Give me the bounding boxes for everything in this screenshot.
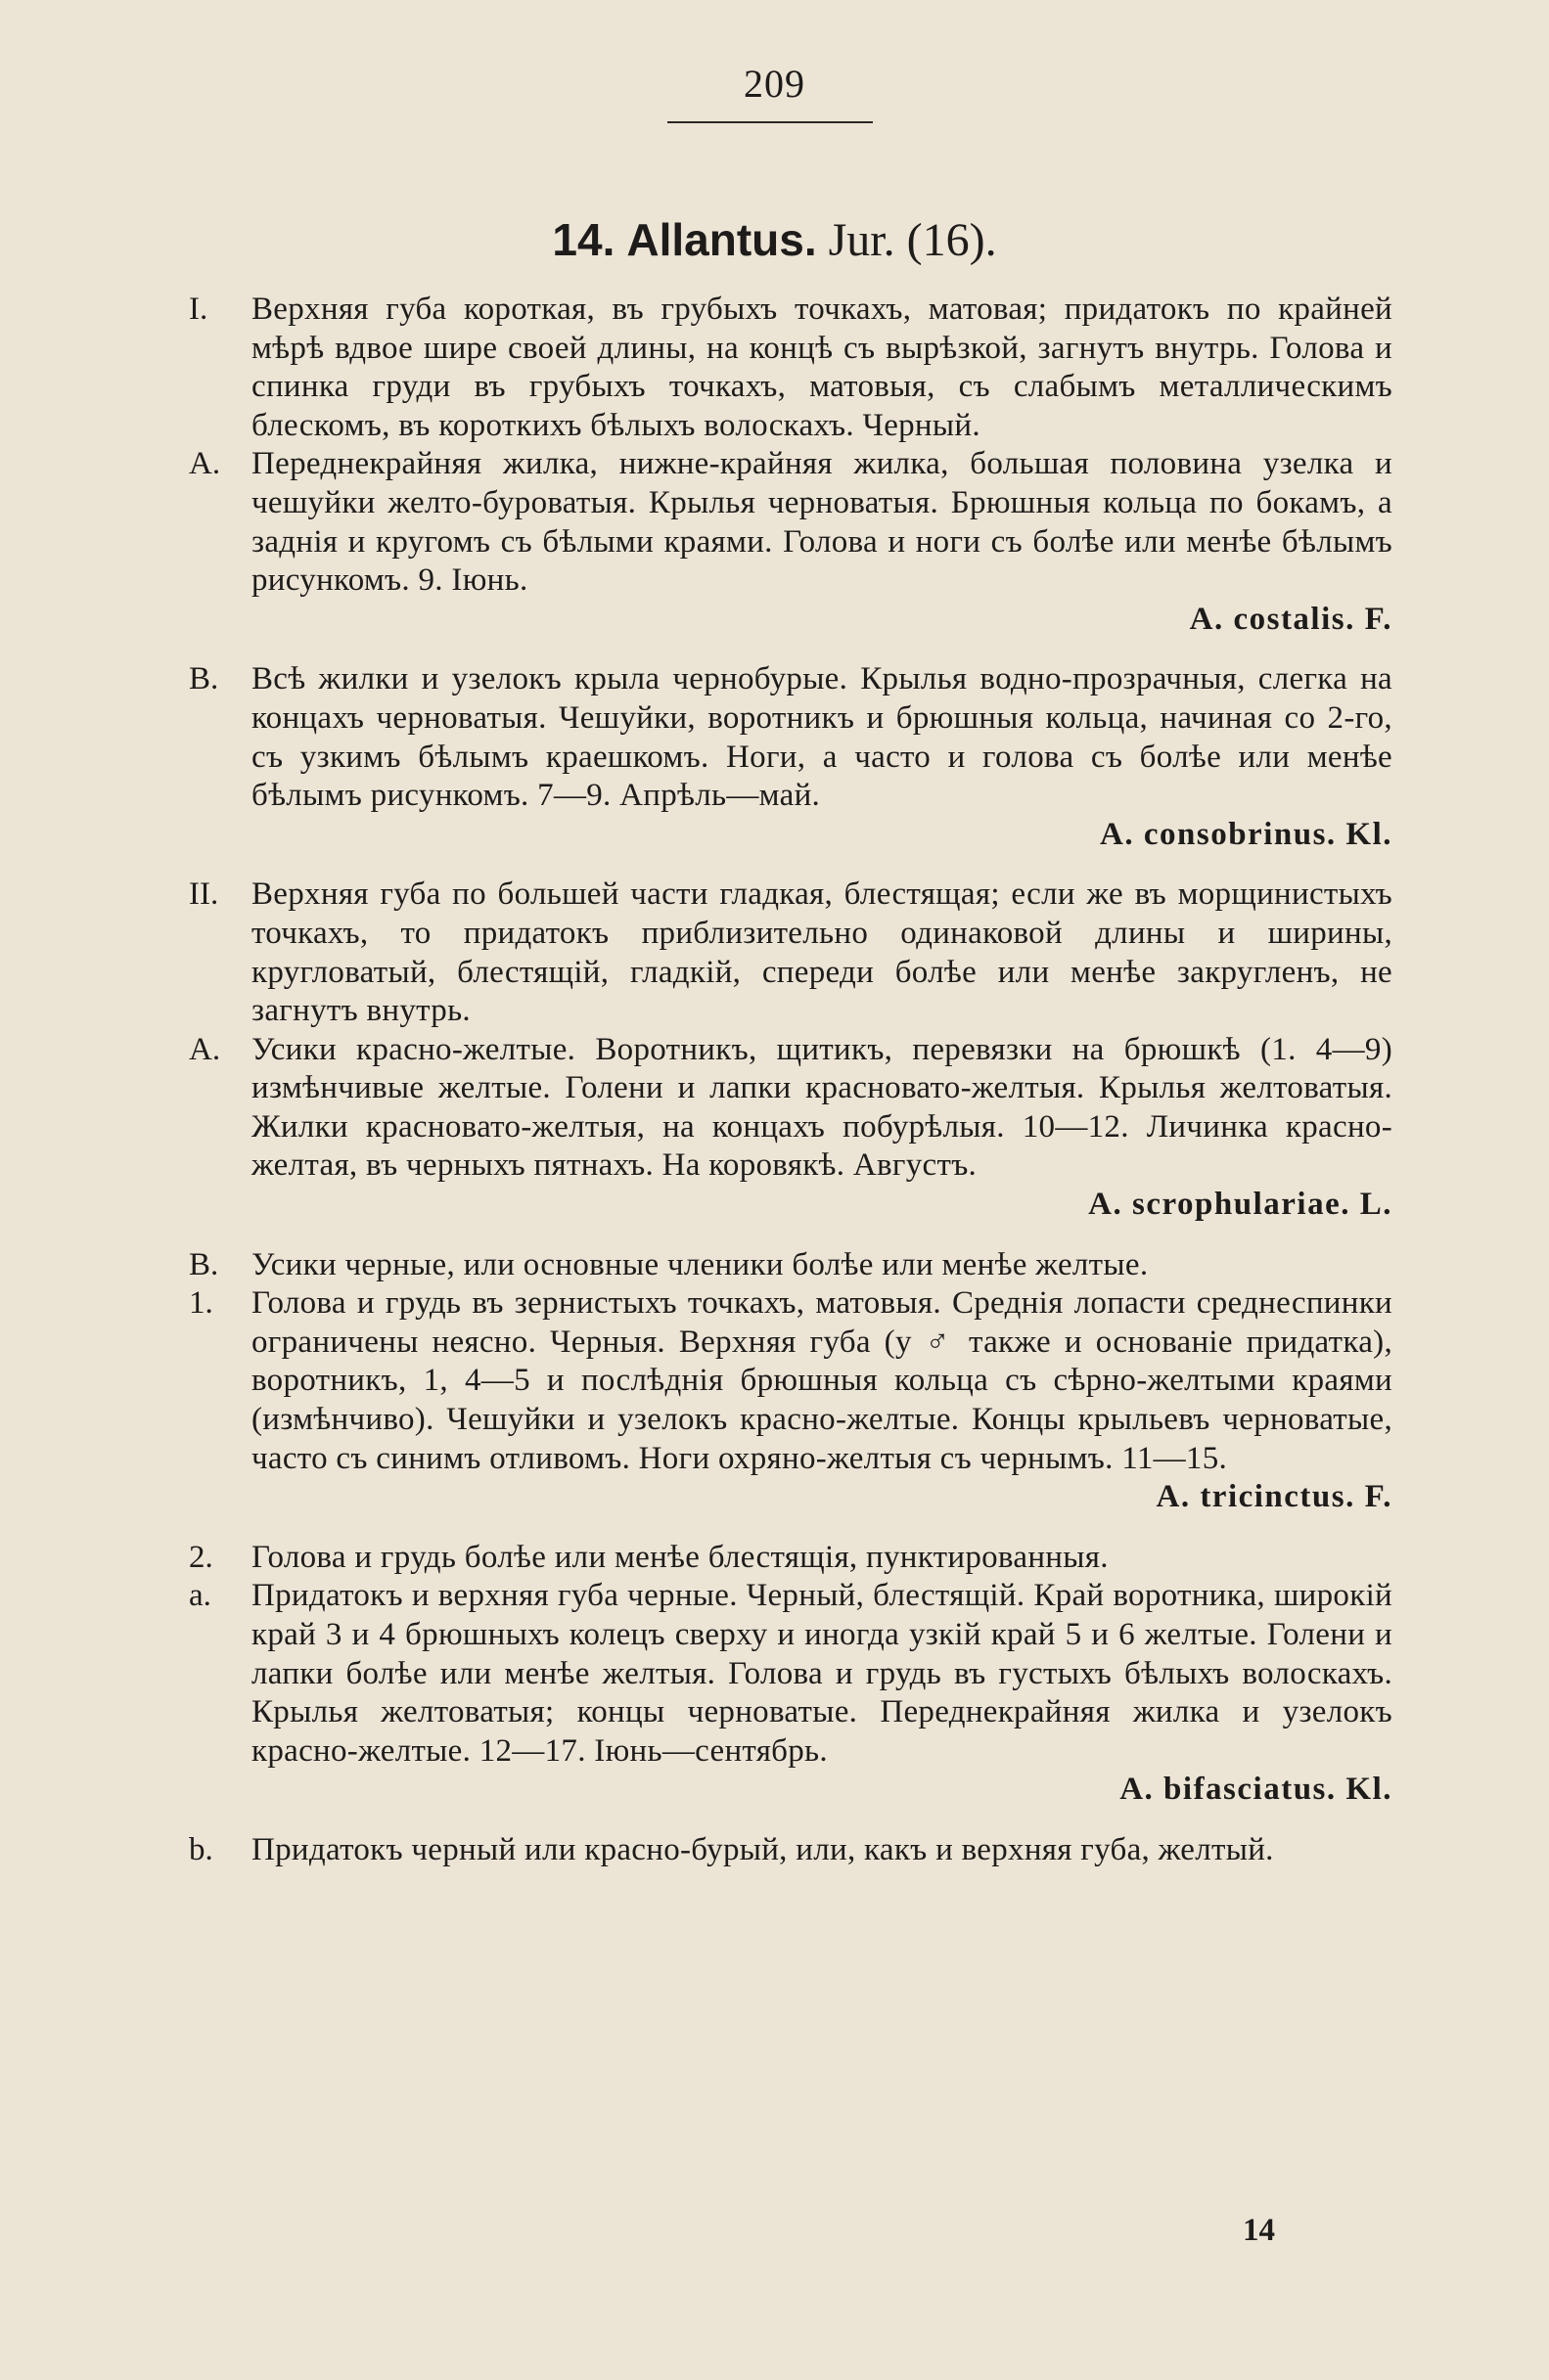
entry-marker: B. (189, 1246, 219, 1282)
entry-marker: b. (189, 1831, 213, 1867)
section-title (0, 210, 1549, 270)
title-author: Jur. (16). (828, 214, 997, 266)
entry-marker: I. (189, 292, 208, 327)
entry-text: Верхняя губа короткая, въ грубыхъ точкахъ, матовая; придатокъ по крайней мѣрѣ вдвое шире своей длины, на концѣ съ вырѣзкой, загнутъ внутрь. Голова и спинка груди въ грубыхъ точкахъ, матовыя, съ слабымъ металлическимъ блескомъ, въ короткихъ бѣлыхъ волоскахъ. Черный. (251, 292, 1392, 443)
entry-text: Усики черные, или основные членики болѣе или менѣе желтые. (251, 1246, 1149, 1282)
key-entry (189, 1284, 1392, 1517)
key-entry (189, 1539, 1392, 1578)
species-name: A. scrophulariae. L. (1088, 1187, 1392, 1223)
entry-body (251, 1246, 1392, 1285)
entry-text: Переднекрайняя жилка, нижне-крайняя жилка, большая половина узелка и чешуйки желто-буроватыя. Крылья черноватыя. Брюшныя кольца по бокамъ, а заднія и кругомъ съ бѣлыми краями. Голова и ноги съ болѣе или менѣе бѣлымъ рисункомъ. 9. Іюнь. (251, 446, 1392, 599)
species-name: A. bifasciatus. Kl. (1119, 1772, 1392, 1808)
page-number-rule (667, 121, 873, 123)
key-entry (189, 1577, 1392, 1810)
entry-text: Всѣ жилки и узелокъ крыла чернобурые. Крылья водно-прозрачныя, слегка на концахъ черноватыя. Чешуйки, воротникъ и брюшныя кольца, начиная со 2-го, съ узкимъ бѣлымъ краешкомъ. Ноги, а часто и голова съ болѣе или менѣе бѣлымъ рисункомъ. 7—9. Апрѣль—май. (251, 661, 1392, 814)
entry-text: Верхняя губа по большей части гладкая, блестящая; если же въ морщинистыхъ точкахъ, то придатокъ приблизительно одинаковой длины и ширины, кругловатый, блестящій, гладкій, спереди болѣе или менѣе закругленъ, не загнутъ внутрь. (251, 876, 1392, 1029)
entry-body (251, 876, 1392, 1030)
entry-marker: A. (189, 446, 221, 482)
title-genus: Allantus. (626, 214, 817, 265)
entry-text: Придатокъ и верхняя губа черные. Черный, блестящій. Край воротника, широкій край 3 и 4 брюшныхъ колецъ сверху и иногда узкій край 5 и 6 желтые. Голени и лапки болѣе или менѣе желтыя. Голова и грудь въ густыхъ бѣлыхъ волоскахъ. Крылья желтоватыя; концы черноватые. Переднекрайняя жилка и узелокъ красно-желтые. 12—17. Іюнь—сентябрь. (251, 1578, 1392, 1769)
entry-marker: II. (189, 876, 219, 913)
signature-mark: 14 (1243, 2213, 1275, 2248)
key-entries (189, 291, 1392, 1870)
key-entry (189, 1246, 1392, 1285)
entry-text: Придатокъ черный или красно-бурый, или, какъ и верхняя губа, желтый. (251, 1831, 1274, 1867)
key-entry (189, 291, 1392, 445)
entry-marker: a. (189, 1578, 211, 1614)
key-entry (189, 1831, 1392, 1870)
entry-body (251, 1577, 1392, 1810)
entry-body (251, 660, 1392, 854)
key-entry (189, 876, 1392, 1030)
entry-text: Усики красно-желтые. Воротникъ, щитикъ, перевязки на брюшкѣ (1. 4—9) измѣнчивые желтые. Голени и лапки красновато-желтыя. Крылья желтоватыя. Жилки красновато-желтыя, на концахъ побурѣлыя. 10—12. Личинка красно-желтая, въ черныхъ пятнахъ. На коровякѣ. Августъ. (251, 1031, 1392, 1184)
entry-marker: 1. (189, 1285, 213, 1322)
species-name: A. consobrinus. Kl. (1100, 816, 1392, 852)
entry-body (251, 445, 1392, 639)
key-entry (189, 660, 1392, 854)
key-entry (189, 445, 1392, 639)
entry-marker: B. (189, 661, 219, 697)
entry-body (251, 1831, 1392, 1870)
species-name: A. tricinctus. F. (1156, 1479, 1392, 1515)
entry-body (251, 1031, 1392, 1225)
key-entry (189, 1031, 1392, 1225)
page-number: 209 (744, 62, 805, 106)
entry-body (251, 1539, 1392, 1578)
entry-text: Голова и грудь болѣе или менѣе блестящія, пунктированныя. (251, 1539, 1109, 1575)
entry-body (251, 1284, 1392, 1517)
entry-marker: 2. (189, 1539, 213, 1575)
entry-marker: A. (189, 1031, 221, 1067)
entry-body (251, 291, 1392, 445)
species-name: A. costalis. F. (1189, 601, 1392, 637)
entry-text: Голова и грудь въ зернистыхъ точкахъ, матовыя. Среднія лопасти среднеспинки ограничены неясно. Черныя. Верхняя губа (у ♂ также и основаніе придатка), воротникъ, 1, 4—5 и послѣднія брюшныя кольца съ сѣрно-желтыми краями (измѣнчиво). Чешуйки и узелокъ красно-желтые. Концы крыльевъ черноватые, часто съ синимъ отливомъ. Ноги охряно-желтыя съ чернымъ. 11—15. (251, 1285, 1392, 1476)
title-number: 14. (552, 214, 615, 265)
